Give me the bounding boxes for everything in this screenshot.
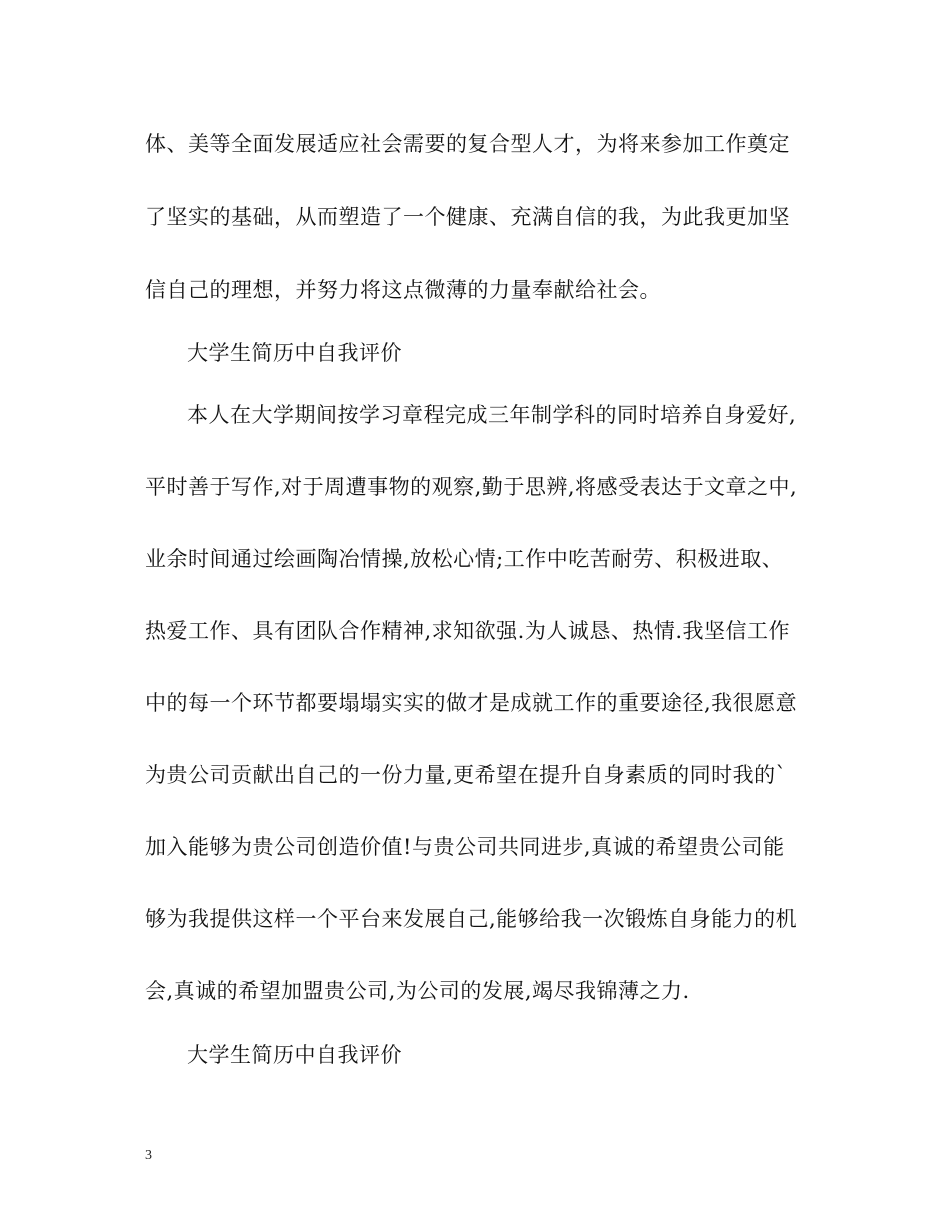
text-line: 了坚实的基础，从而塑造了一个健康、充满自信的我，为此我更加坚 bbox=[145, 205, 790, 229]
text-line: 为贵公司贡献出自己的一份力量,更希望在提升自身素质的同时我的` bbox=[145, 763, 787, 787]
text-line: 体、美等全面发展适应社会需要的复合型人才，为将来参加工作奠定 bbox=[145, 132, 790, 156]
text-line: 会,真诚的希望加盟贵公司,为公司的发展,竭尽我锦薄之力. bbox=[145, 979, 690, 1003]
page-number: 3 bbox=[145, 1148, 152, 1163]
text-line: 加入能够为贵公司创造价值!与贵公司共同进步,真诚的希望贵公司能 bbox=[145, 835, 785, 859]
text-line: 信自己的理想，并努力将这点微薄的力量奉献给社会。 bbox=[145, 278, 661, 302]
text-line: 够为我提供这样一个平台来发展自己,能够给我一次锻炼自身能力的机 bbox=[145, 907, 798, 931]
section-heading: 大学生简历中自我评价 bbox=[187, 1043, 402, 1067]
text-line: 业余时间通过绘画陶冶情操,放松心情;工作中吃苦耐劳、积极进取、 bbox=[145, 547, 784, 571]
paragraph-first-line: 本人在大学期间按学习章程完成三年制学科的同时培养自身爱好, bbox=[187, 403, 797, 427]
text-line: 中的每一个环节都要塌塌实实的做才是成就工作的重要途径,我很愿意 bbox=[145, 691, 798, 715]
text-line: 平时善于写作,对于周遭事物的观察,勤于思辨,将感受表达于文章之中, bbox=[145, 475, 798, 499]
section-heading: 大学生简历中自我评价 bbox=[187, 341, 402, 365]
text-line: 热爱工作、具有团队合作精神,求知欲强.为人诚恳、热情.我坚信工作 bbox=[145, 619, 791, 643]
